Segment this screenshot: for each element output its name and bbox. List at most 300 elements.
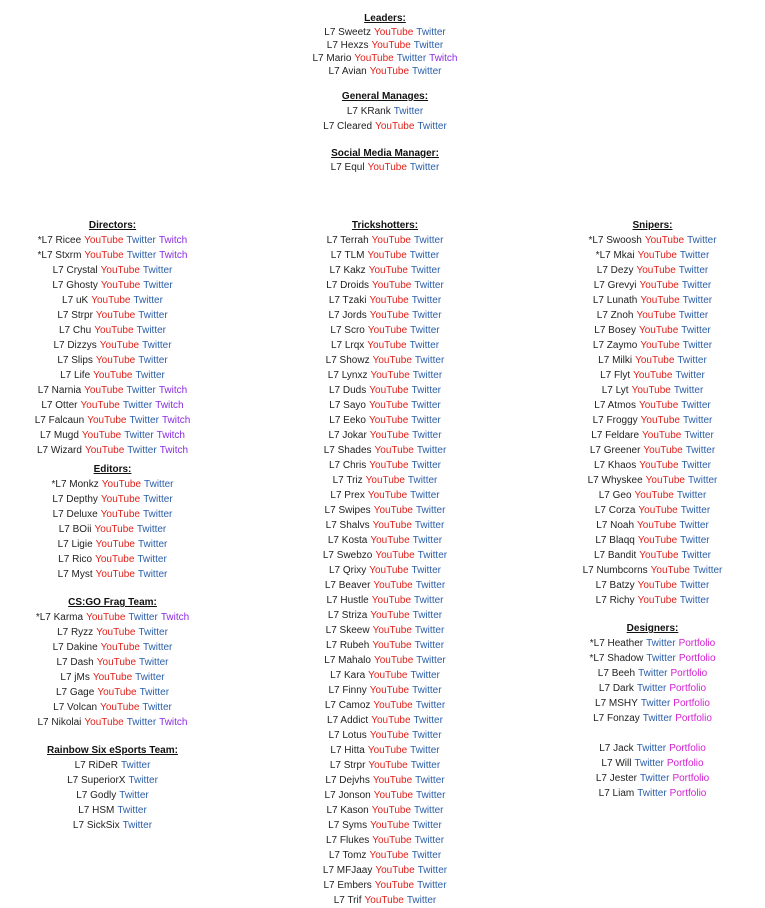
- twitter-link[interactable]: Twitter: [414, 625, 445, 636]
- twitter-link[interactable]: Twitter: [640, 698, 671, 709]
- youtube-link[interactable]: YouTube: [372, 355, 412, 366]
- member-name: L7 Duds: [329, 385, 367, 396]
- youtube-link[interactable]: YouTube: [95, 310, 136, 321]
- twitter-link[interactable]: Twitter: [412, 370, 443, 381]
- twitter-link[interactable]: Twitter: [126, 250, 157, 261]
- youtube-link[interactable]: YouTube: [637, 595, 677, 606]
- youtube-link[interactable]: YouTube: [367, 490, 408, 501]
- twitter-link[interactable]: Twitter: [416, 27, 446, 38]
- twitter-link[interactable]: Twitter: [417, 880, 447, 891]
- youtube-link[interactable]: YouTube: [368, 415, 409, 426]
- member-row: [20, 507, 205, 522]
- youtube-link[interactable]: YouTube: [639, 550, 679, 561]
- twitter-link[interactable]: Twitter: [128, 612, 158, 623]
- youtube-link[interactable]: YouTube: [84, 445, 125, 456]
- member-name: L7 Sayo: [329, 400, 366, 411]
- member-row: [20, 477, 205, 492]
- twitter-link[interactable]: Twitter: [416, 790, 446, 801]
- twitter-link[interactable]: Twitter: [413, 40, 444, 51]
- youtube-link[interactable]: YouTube: [369, 310, 410, 321]
- member-name: L7 Scro: [330, 325, 365, 336]
- youtube-link[interactable]: YouTube: [644, 235, 685, 246]
- twitter-link[interactable]: Twitter: [679, 595, 710, 606]
- youtube-link[interactable]: YouTube: [100, 702, 140, 713]
- member-row: [560, 636, 745, 651]
- twitter-link[interactable]: Twitter: [637, 788, 667, 799]
- twitter-link[interactable]: Twitter: [684, 430, 714, 441]
- twitter-link[interactable]: Twitter: [411, 565, 441, 576]
- member-name: L7 Ghosty: [52, 280, 98, 291]
- member-name: L7 Striza: [327, 610, 368, 621]
- twitter-link[interactable]: Twitter: [414, 520, 445, 531]
- youtube-link[interactable]: YouTube: [100, 265, 140, 276]
- twitter-link[interactable]: Twitter: [138, 627, 168, 638]
- twitch-link[interactable]: Twitch: [159, 250, 188, 261]
- member-name: L7 Beeh: [597, 668, 636, 679]
- youtube-link[interactable]: YouTube: [371, 715, 411, 726]
- twitter-link[interactable]: Twitter: [682, 415, 713, 426]
- twitter-link[interactable]: Twitter: [410, 670, 440, 681]
- member-row: [290, 698, 480, 713]
- member-row: [290, 52, 480, 65]
- youtube-link[interactable]: YouTube: [100, 642, 140, 653]
- twitter-link[interactable]: Twitter: [412, 685, 442, 696]
- twitter-link[interactable]: Twitter: [410, 490, 440, 501]
- youtube-link[interactable]: YouTube: [650, 565, 690, 576]
- twitch-link[interactable]: Twitch: [156, 430, 185, 441]
- twitter-link[interactable]: Twitter: [679, 250, 710, 261]
- youtube-link[interactable]: YouTube: [364, 895, 404, 906]
- youtube-link[interactable]: YouTube: [369, 430, 410, 441]
- youtube-link[interactable]: YouTube: [84, 250, 124, 261]
- youtube-link[interactable]: YouTube: [369, 565, 409, 576]
- youtube-link[interactable]: YouTube: [636, 265, 676, 276]
- twitter-link[interactable]: Twitter: [136, 325, 166, 336]
- youtube-link[interactable]: YouTube: [371, 805, 412, 816]
- twitter-link[interactable]: Twitter: [138, 355, 168, 366]
- youtube-link[interactable]: YouTube: [369, 460, 409, 471]
- twitter-link[interactable]: Twitter: [124, 430, 154, 441]
- member-name: L7 Numbcorns: [582, 565, 648, 576]
- twitter-link[interactable]: Twitter: [417, 121, 447, 132]
- youtube-link[interactable]: YouTube: [101, 479, 142, 490]
- section-general-managers: [290, 90, 480, 134]
- member-name: L7 Strpr: [329, 760, 366, 771]
- twitter-link[interactable]: Twitter: [677, 355, 707, 366]
- twitter-link[interactable]: Twitter: [412, 535, 443, 546]
- twitter-link[interactable]: Twitter: [682, 340, 713, 351]
- member-name: *L7 Ricee: [37, 235, 82, 246]
- member-row: [20, 610, 205, 625]
- youtube-link[interactable]: YouTube: [645, 475, 685, 486]
- youtube-link[interactable]: YouTube: [372, 280, 412, 291]
- twitter-link[interactable]: Twitter: [139, 657, 169, 668]
- twitter-link[interactable]: Twitter: [410, 745, 440, 756]
- youtube-link[interactable]: YouTube: [80, 400, 120, 411]
- youtube-link[interactable]: YouTube: [375, 865, 415, 876]
- youtube-link[interactable]: YouTube: [95, 569, 135, 580]
- member-row: [20, 788, 205, 803]
- twitter-link[interactable]: Twitter: [414, 805, 444, 816]
- twitter-link[interactable]: Twitter: [142, 340, 172, 351]
- twitter-link[interactable]: Twitter: [680, 505, 711, 516]
- twitter-link[interactable]: Twitter: [137, 569, 168, 580]
- youtube-link[interactable]: YouTube: [84, 235, 124, 246]
- twitter-link[interactable]: Twitter: [634, 758, 664, 769]
- youtube-link[interactable]: YouTube: [637, 535, 678, 546]
- twitch-link[interactable]: Twitch: [158, 235, 188, 246]
- youtube-link[interactable]: YouTube: [634, 490, 674, 501]
- member-row: [560, 681, 745, 696]
- twitter-link[interactable]: Twitter: [412, 430, 442, 441]
- portfolio-link[interactable]: Portfolio: [669, 683, 707, 694]
- twitter-link[interactable]: Twitter: [646, 653, 676, 664]
- youtube-link[interactable]: YouTube: [94, 524, 134, 535]
- youtube-link[interactable]: YouTube: [369, 850, 409, 861]
- youtube-link[interactable]: YouTube: [372, 835, 412, 846]
- member-row: [560, 308, 745, 323]
- youtube-link[interactable]: YouTube: [368, 760, 408, 771]
- youtube-link[interactable]: YouTube: [375, 550, 415, 561]
- member-name: L7 Dakine: [52, 642, 98, 653]
- youtube-link[interactable]: YouTube: [372, 520, 412, 531]
- youtube-link[interactable]: YouTube: [95, 355, 136, 366]
- youtube-link[interactable]: YouTube: [370, 535, 410, 546]
- twitch-link[interactable]: Twitch: [155, 400, 184, 411]
- youtube-link[interactable]: YouTube: [84, 385, 124, 396]
- member-row: [20, 413, 205, 428]
- twitter-link[interactable]: Twitter: [676, 490, 707, 501]
- youtube-link[interactable]: YouTube: [631, 385, 671, 396]
- member-row: [20, 655, 205, 670]
- youtube-link[interactable]: YouTube: [639, 280, 679, 291]
- twitter-link[interactable]: Twitter: [415, 775, 445, 786]
- twitter-link[interactable]: Twitter: [117, 805, 147, 816]
- twitter-link[interactable]: Twitter: [412, 610, 443, 621]
- section-heading: Editors:: [93, 464, 132, 475]
- twitter-link[interactable]: Twitter: [120, 760, 151, 771]
- youtube-link[interactable]: YouTube: [640, 415, 680, 426]
- youtube-link[interactable]: YouTube: [368, 670, 408, 681]
- twitch-link[interactable]: Twitch: [161, 415, 191, 426]
- twitter-link[interactable]: Twitter: [119, 790, 149, 801]
- twitter-link[interactable]: Twitter: [415, 700, 446, 711]
- twitter-link[interactable]: Twitter: [409, 250, 440, 261]
- portfolio-link[interactable]: Portfolio: [669, 743, 706, 754]
- youtube-link[interactable]: YouTube: [81, 430, 122, 441]
- twitter-link[interactable]: Twitter: [411, 400, 441, 411]
- twitter-link[interactable]: Twitter: [139, 687, 170, 698]
- youtube-link[interactable]: YouTube: [100, 509, 140, 520]
- member-name: L7 Khaos: [593, 460, 637, 471]
- twitter-link[interactable]: Twitter: [687, 235, 717, 246]
- member-name: L7 Shalvs: [325, 520, 370, 531]
- member-row: [290, 713, 480, 728]
- youtube-link[interactable]: YouTube: [97, 687, 137, 698]
- twitter-link[interactable]: Twitter: [414, 355, 445, 366]
- member-name: *L7 Shadow: [589, 653, 644, 664]
- twitter-link[interactable]: Twitter: [679, 520, 709, 531]
- twitter-link[interactable]: Twitter: [411, 850, 442, 861]
- youtube-link[interactable]: YouTube: [367, 162, 407, 173]
- youtube-link[interactable]: YouTube: [87, 415, 127, 426]
- twitter-link[interactable]: Twitter: [126, 717, 157, 728]
- twitter-link[interactable]: Twitter: [638, 668, 668, 679]
- youtube-link[interactable]: YouTube: [99, 340, 140, 351]
- member-row: [290, 578, 480, 593]
- twitter-link[interactable]: Twitter: [415, 505, 446, 516]
- youtube-link[interactable]: YouTube: [96, 627, 136, 638]
- youtube-link[interactable]: YouTube: [367, 745, 408, 756]
- twitter-link[interactable]: Twitter: [681, 325, 711, 336]
- twitter-link[interactable]: Twitter: [411, 460, 441, 471]
- twitter-link[interactable]: Twitter: [673, 385, 704, 396]
- portfolio-link[interactable]: Portfolio: [673, 698, 710, 709]
- member-row: [560, 458, 745, 473]
- twitter-link[interactable]: Twitter: [640, 773, 670, 784]
- twitter-link[interactable]: Twitter: [143, 280, 173, 291]
- twitter-link[interactable]: Twitter: [411, 295, 442, 306]
- youtube-link[interactable]: YouTube: [373, 655, 414, 666]
- youtube-link[interactable]: YouTube: [373, 27, 414, 38]
- twitter-link[interactable]: Twitter: [681, 400, 711, 411]
- youtube-link[interactable]: YouTube: [643, 445, 683, 456]
- twitter-link[interactable]: Twitter: [415, 580, 446, 591]
- youtube-link[interactable]: YouTube: [637, 580, 677, 591]
- twitter-link[interactable]: Twitter: [682, 295, 713, 306]
- youtube-link[interactable]: YouTube: [369, 295, 409, 306]
- youtube-link[interactable]: YouTube: [86, 612, 126, 623]
- twitch-link[interactable]: Twitch: [158, 385, 188, 396]
- member-row: [290, 728, 480, 743]
- member-row: [290, 104, 480, 119]
- portfolio-link[interactable]: Portfolio: [672, 773, 710, 784]
- member-name: L7 Equl: [330, 162, 365, 173]
- twitter-link[interactable]: Twitter: [412, 310, 442, 321]
- member-name: L7 MFJaay: [322, 865, 373, 876]
- youtube-link[interactable]: YouTube: [639, 460, 679, 471]
- member-name: L7 SickSix: [72, 820, 120, 831]
- twitter-link[interactable]: Twitter: [679, 580, 710, 591]
- twitter-link[interactable]: Twitter: [410, 325, 440, 336]
- twitter-link[interactable]: Twitter: [410, 265, 441, 276]
- twitter-link[interactable]: Twitter: [414, 640, 445, 651]
- youtube-link[interactable]: YouTube: [371, 40, 411, 51]
- youtube-link[interactable]: YouTube: [373, 580, 413, 591]
- twitter-link[interactable]: Twitter: [143, 494, 173, 505]
- twitter-link[interactable]: Twitter: [681, 460, 711, 471]
- member-name: L7 Rubeh: [325, 640, 370, 651]
- youtube-link[interactable]: YouTube: [100, 494, 141, 505]
- twitter-link[interactable]: Twitter: [675, 370, 705, 381]
- member-row: [290, 488, 480, 503]
- section-heading: Leaders:: [364, 13, 406, 24]
- twitter-link[interactable]: Twitter: [414, 835, 445, 846]
- youtube-link[interactable]: YouTube: [636, 310, 676, 321]
- youtube-link[interactable]: YouTube: [84, 717, 124, 728]
- twitter-link[interactable]: Twitter: [685, 445, 716, 456]
- youtube-link[interactable]: YouTube: [635, 355, 675, 366]
- member-name: *L7 Stxrm: [37, 250, 82, 261]
- twitter-link[interactable]: Twitter: [681, 280, 712, 291]
- twitter-link[interactable]: Twitter: [142, 265, 173, 276]
- youtube-link[interactable]: YouTube: [637, 520, 677, 531]
- youtube-link[interactable]: YouTube: [371, 235, 411, 246]
- twitter-link[interactable]: Twitter: [417, 550, 448, 561]
- twitter-link[interactable]: Twitter: [416, 655, 446, 666]
- youtube-link[interactable]: YouTube: [365, 475, 405, 486]
- youtube-link[interactable]: YouTube: [642, 430, 682, 441]
- twitter-link[interactable]: Twitter: [135, 370, 165, 381]
- twitter-link[interactable]: Twitter: [144, 479, 174, 490]
- twitter-link[interactable]: Twitter: [636, 743, 667, 754]
- twitter-link[interactable]: Twitter: [129, 415, 159, 426]
- member-name: L7 Triz: [332, 475, 363, 486]
- twitter-link[interactable]: Twitter: [411, 385, 441, 396]
- portfolio-link[interactable]: Portfolio: [669, 788, 707, 799]
- member-row: [560, 593, 745, 608]
- youtube-link[interactable]: YouTube: [375, 121, 415, 132]
- twitter-link[interactable]: Twitter: [636, 683, 667, 694]
- youtube-link[interactable]: YouTube: [354, 53, 394, 64]
- youtube-link[interactable]: YouTube: [367, 250, 407, 261]
- twitter-link[interactable]: Twitter: [142, 509, 173, 520]
- member-row: [20, 383, 205, 398]
- twitter-link[interactable]: Twitter: [142, 702, 172, 713]
- youtube-link[interactable]: YouTube: [371, 595, 412, 606]
- youtube-link[interactable]: YouTube: [369, 685, 410, 696]
- youtube-link[interactable]: YouTube: [368, 265, 408, 276]
- twitch-link[interactable]: Twitch: [159, 717, 188, 728]
- section-directors: [20, 219, 205, 458]
- youtube-link[interactable]: YouTube: [373, 790, 413, 801]
- twitter-link[interactable]: Twitter: [412, 820, 442, 831]
- youtube-link[interactable]: YouTube: [638, 400, 679, 411]
- youtube-link[interactable]: YouTube: [637, 250, 677, 261]
- twitter-link[interactable]: Twitter: [409, 340, 440, 351]
- twitter-link[interactable]: Twitter: [646, 638, 676, 649]
- youtube-link[interactable]: YouTube: [374, 880, 415, 891]
- youtube-link[interactable]: YouTube: [369, 730, 410, 741]
- twitter-link[interactable]: Twitter: [393, 106, 424, 117]
- twitter-link[interactable]: Twitter: [127, 445, 157, 456]
- youtube-link[interactable]: YouTube: [640, 295, 680, 306]
- youtube-link[interactable]: YouTube: [93, 370, 133, 381]
- youtube-link[interactable]: YouTube: [372, 640, 412, 651]
- portfolio-link[interactable]: Portfolio: [670, 668, 708, 679]
- youtube-link[interactable]: YouTube: [368, 400, 409, 411]
- twitter-link[interactable]: Twitter: [681, 550, 711, 561]
- member-name: L7 Noah: [596, 520, 635, 531]
- twitter-link[interactable]: Twitter: [412, 66, 442, 77]
- member-row: [560, 368, 745, 383]
- youtube-link[interactable]: YouTube: [95, 539, 135, 550]
- youtube-link[interactable]: YouTube: [91, 295, 131, 306]
- twitter-link[interactable]: Twitter: [126, 385, 156, 396]
- portfolio-link[interactable]: Portfolio: [678, 638, 716, 649]
- portfolio-link[interactable]: Portfolio: [675, 713, 712, 724]
- member-row: [560, 398, 745, 413]
- youtube-link[interactable]: YouTube: [640, 340, 680, 351]
- youtube-link[interactable]: YouTube: [367, 325, 408, 336]
- twitter-link[interactable]: Twitter: [687, 475, 718, 486]
- member-name: L7 Znoh: [596, 310, 634, 321]
- youtube-link[interactable]: YouTube: [370, 610, 410, 621]
- twitter-link[interactable]: Twitter: [406, 895, 437, 906]
- twitter-link[interactable]: Twitter: [138, 310, 168, 321]
- youtube-link[interactable]: YouTube: [367, 340, 407, 351]
- portfolio-link[interactable]: Portfolio: [666, 758, 704, 769]
- twitter-link[interactable]: Twitter: [396, 53, 427, 64]
- portfolio-link[interactable]: Portfolio: [678, 653, 716, 664]
- youtube-link[interactable]: YouTube: [96, 657, 137, 668]
- youtube-link[interactable]: YouTube: [372, 625, 412, 636]
- youtube-link[interactable]: YouTube: [370, 370, 410, 381]
- twitter-link[interactable]: Twitter: [414, 280, 444, 291]
- twitter-link[interactable]: Twitter: [678, 265, 709, 276]
- youtube-link[interactable]: YouTube: [374, 445, 414, 456]
- member-row: [560, 548, 745, 563]
- twitter-link[interactable]: Twitter: [137, 554, 167, 565]
- twitter-link[interactable]: Twitter: [122, 820, 153, 831]
- twitter-link[interactable]: Twitter: [410, 760, 441, 771]
- twitter-link[interactable]: Twitter: [137, 539, 168, 550]
- twitch-link[interactable]: Twitch: [429, 53, 458, 64]
- youtube-link[interactable]: YouTube: [100, 280, 141, 291]
- youtube-link[interactable]: YouTube: [369, 385, 409, 396]
- twitter-link[interactable]: Twitter: [413, 235, 444, 246]
- twitter-link[interactable]: Twitter: [642, 713, 673, 724]
- twitter-link[interactable]: Twitter: [416, 445, 447, 456]
- twitch-link[interactable]: Twitch: [160, 612, 190, 623]
- member-name: L7 Hustle: [326, 595, 369, 606]
- youtube-link[interactable]: YouTube: [633, 370, 673, 381]
- twitter-link[interactable]: Twitter: [412, 730, 442, 741]
- twitter-link[interactable]: Twitter: [126, 235, 156, 246]
- twitter-link[interactable]: Twitter: [413, 715, 443, 726]
- twitter-link[interactable]: Twitter: [680, 535, 710, 546]
- twitter-link[interactable]: Twitter: [414, 595, 444, 606]
- twitter-link[interactable]: Twitter: [136, 524, 167, 535]
- youtube-link[interactable]: YouTube: [373, 505, 413, 516]
- youtube-link[interactable]: YouTube: [372, 775, 413, 786]
- youtube-link[interactable]: YouTube: [95, 554, 135, 565]
- twitter-link[interactable]: Twitter: [409, 162, 440, 173]
- youtube-link[interactable]: YouTube: [638, 325, 679, 336]
- youtube-link[interactable]: YouTube: [94, 325, 134, 336]
- youtube-link[interactable]: YouTube: [370, 820, 410, 831]
- twitter-link[interactable]: Twitter: [407, 475, 438, 486]
- member-name: L7 Droids: [326, 280, 370, 291]
- member-name: L7 Strpr: [57, 310, 93, 321]
- member-row: [290, 278, 480, 293]
- twitter-link[interactable]: Twitter: [692, 565, 723, 576]
- twitch-link[interactable]: Twitch: [159, 445, 189, 456]
- twitter-link[interactable]: Twitter: [128, 775, 158, 786]
- youtube-link[interactable]: YouTube: [638, 505, 678, 516]
- twitter-link[interactable]: Twitter: [122, 400, 153, 411]
- member-row: [290, 353, 480, 368]
- twitter-link[interactable]: Twitter: [135, 672, 165, 683]
- twitter-link[interactable]: Twitter: [678, 310, 709, 321]
- youtube-link[interactable]: YouTube: [92, 672, 133, 683]
- youtube-link[interactable]: YouTube: [373, 700, 413, 711]
- twitter-link[interactable]: Twitter: [411, 415, 441, 426]
- twitter-link[interactable]: Twitter: [133, 295, 163, 306]
- youtube-link[interactable]: YouTube: [369, 66, 410, 77]
- twitter-link[interactable]: Twitter: [142, 642, 173, 653]
- twitter-link[interactable]: Twitter: [417, 865, 448, 876]
